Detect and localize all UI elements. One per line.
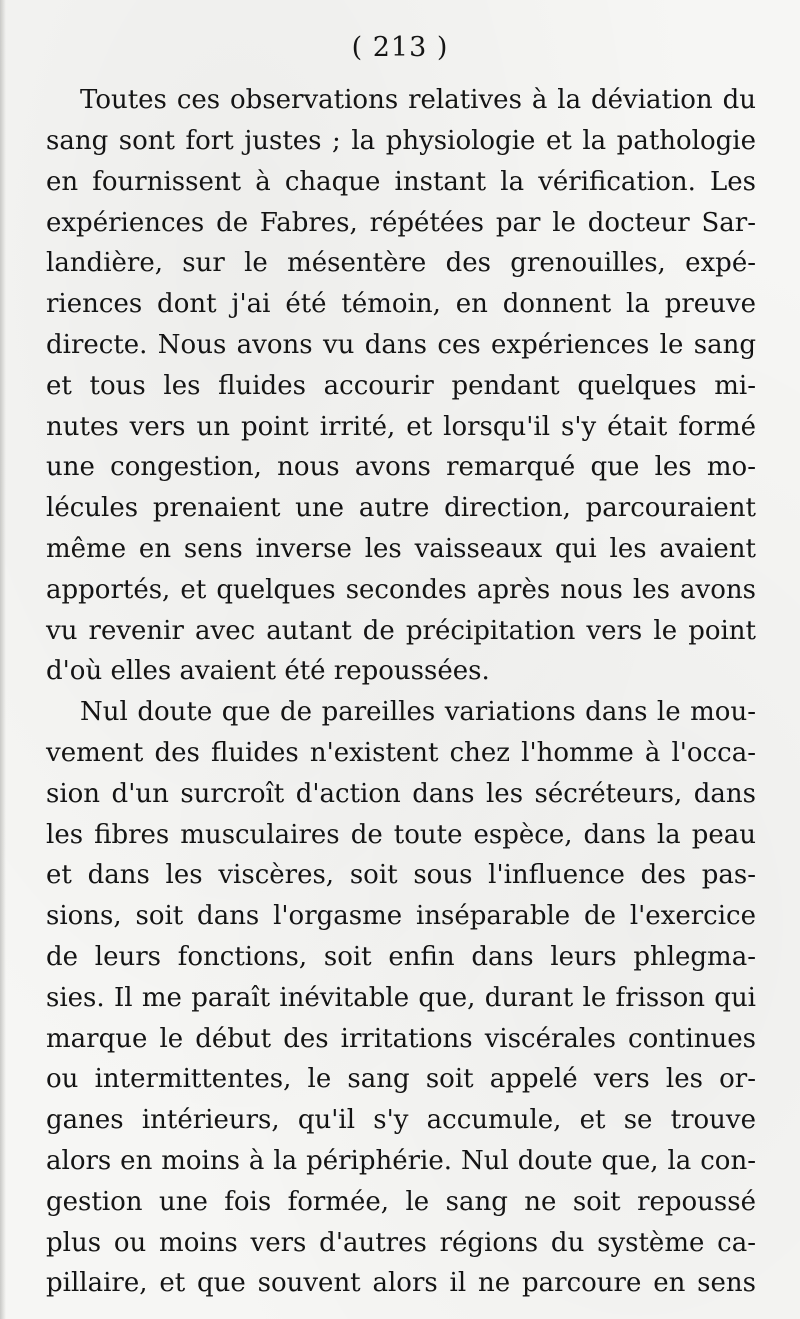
text-line: sies. Il me paraît inévitable que, durant le frisson qui bbox=[46, 983, 756, 1013]
text-line: et tous les fluides accourir pendant quelques mi- bbox=[46, 371, 756, 401]
text-line: lécules prenaient une autre direction, parcouraient bbox=[46, 493, 756, 523]
text-line: en fournissent à chaque instant la vérification. Les bbox=[46, 167, 756, 197]
text-line: gestion une fois formée, le sang ne soit repoussé bbox=[46, 1187, 756, 1217]
text-line: Nul doute que de pareilles variations dans le mou- bbox=[80, 697, 756, 727]
text-line: apportés, et quelques secondes après nous les avons bbox=[46, 575, 756, 605]
text-line: vu revenir avec autant de précipitation vers le point bbox=[46, 616, 756, 646]
text-line: pillaire, et que souvent alors il ne parcoure en sens bbox=[46, 1268, 756, 1298]
text-line: landière, sur le mésentère des grenouilles, expé- bbox=[46, 248, 756, 278]
text-line: ganes intérieurs, qu'il s'y accumule, et se trouve bbox=[46, 1105, 756, 1135]
text-line: une congestion, nous avons remarqué que les mo- bbox=[46, 452, 756, 482]
text-line: nutes vers un point irrité, et lorsqu'il s'y était formé bbox=[46, 412, 756, 442]
page-edge-shadow bbox=[0, 0, 6, 1319]
text-line: riences dont j'ai été témoin, en donnent la preuve bbox=[46, 289, 756, 319]
text-line: sion d'un surcroît d'action dans les sécréteurs, dans bbox=[46, 779, 756, 809]
page-number: ( 213 ) bbox=[351, 32, 449, 63]
text-line: expériences de Fabres, répétées par le docteur Sar- bbox=[46, 208, 756, 238]
text-line: sions, soit dans l'orgasme inséparable de l'exercice bbox=[46, 901, 756, 931]
text-line: directe. Nous avons vu dans ces expériences le sang bbox=[46, 330, 756, 360]
text-line: alors en moins à la périphérie. Nul doute que, la con- bbox=[46, 1146, 756, 1176]
text-line: vement des fluides n'existent chez l'homme à l'occa- bbox=[46, 738, 756, 768]
text-line: ou intermittentes, le sang soit appelé vers les or- bbox=[46, 1064, 756, 1094]
text-line: sang sont fort justes ; la physiologie et la pathologie bbox=[46, 126, 756, 156]
text-line: marque le début des irritations viscérales continues bbox=[46, 1024, 756, 1054]
text-line: d'où elles avaient été repoussées. bbox=[46, 656, 490, 686]
text-line: même en sens inverse les vaisseaux qui les avaient bbox=[46, 534, 756, 564]
text-line: plus ou moins vers d'autres régions du système ca- bbox=[46, 1228, 756, 1258]
text-line: les fibres musculaires de toute espèce, dans la peau bbox=[46, 820, 756, 850]
text-line: Toutes ces observations relatives à la déviation du bbox=[80, 85, 756, 115]
text-line: de leurs fonctions, soit enfin dans leurs phlegma- bbox=[46, 942, 756, 972]
text-line: et dans les viscères, soit sous l'influence des pas- bbox=[46, 860, 756, 890]
